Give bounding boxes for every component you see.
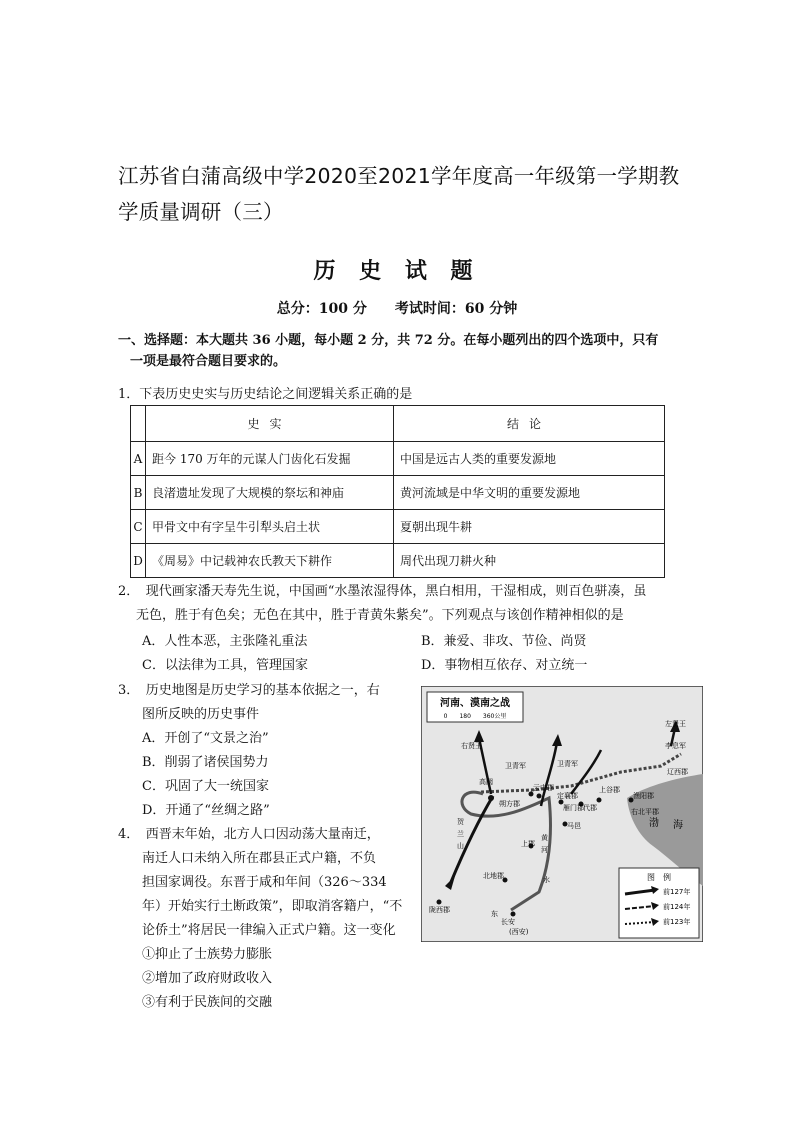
row-label: A [131, 442, 146, 476]
map-label: 卫青军 [557, 760, 578, 768]
row-fact: 距今 170 万年的元谋人门齿化石发掘 [146, 442, 394, 476]
question-1-table [130, 405, 665, 578]
map-label: 辽西郡 [667, 768, 688, 776]
exam-meta: 总分：100 分 考试时间：60 分钟 [276, 301, 518, 317]
question-3-option-c: C．巩固了大一统国家 [142, 779, 269, 794]
question-4-line: 年）开始实行土断政策”，即取消客籍户，“不 [142, 899, 403, 914]
map-label: 北地郡 [483, 872, 504, 880]
section-instructions [118, 330, 693, 372]
map-label: 高阙 [479, 778, 493, 786]
table-row [131, 476, 665, 510]
map-label: 上郡 [521, 840, 535, 848]
question-2-option-c: C．以法律为工具，管理国家 [142, 658, 308, 673]
question-4-line: 担国家调役。东晋于咸和年间（326～334 [142, 875, 387, 890]
map-label: 长安 [501, 918, 515, 926]
row-conclusion: 周代出现刀耕火种 [394, 544, 665, 578]
question-4-line: 论侨土”将居民一律编入正式户籍。这一变化 [142, 923, 396, 938]
map-label: 雁门郡 [563, 804, 584, 812]
historical-map [421, 686, 703, 942]
map-label: 右北平郡 [631, 808, 659, 816]
map-label: 渤 [649, 818, 659, 829]
map-label: 渔阳郡 [633, 792, 654, 800]
question-3-option-b: B．削弱了诸侯国势力 [142, 755, 269, 770]
question-2-option-b: B．兼爱、非攻、节俭、尚贤 [421, 634, 587, 649]
question-4-line: 南迁人口未纳入所在郡县正式户籍，不负 [142, 851, 377, 866]
map-label: 水 [543, 876, 550, 884]
map-label: 山 [457, 842, 464, 850]
question-3-option-d: D．开通了“丝绸之路” [142, 803, 270, 818]
map-label: 陇西郡 [429, 906, 450, 914]
legend-item: 前123年 [663, 918, 691, 926]
map-label: 卫青军 [505, 762, 526, 770]
map-label: (西安) [509, 928, 529, 936]
map-label: 马邑 [567, 822, 581, 830]
question-3-line-2: 图所反映的历史事件 [142, 707, 260, 722]
map-label: 云中郡 [533, 784, 554, 792]
table-row [131, 510, 665, 544]
map-label: 李息军 [665, 742, 686, 750]
row-fact: 良渚遗址发现了大规模的祭坛和神庙 [146, 476, 394, 510]
question-2-option-a: A．人性本恶，主张隆礼重法 [142, 634, 308, 649]
section-line-1: 一、选择题：本大题共 36 小题，每小题 2 分，共 72 分。在每小题列出的四个选项中，只有 [118, 333, 659, 348]
map-label: 黄 [541, 834, 548, 842]
question-4-line: 4． 西晋末年始，北方人口因动荡大量南迁， [118, 827, 380, 842]
map-label: 河 [541, 846, 548, 854]
row-label: C [131, 510, 146, 544]
map-label: 东 [491, 910, 498, 918]
question-3-line-1: 3． 历史地图是历史学习的基本依据之一，右 [118, 683, 380, 698]
subject-heading: 历 史 试 题 [313, 258, 481, 284]
map-label: 兰 [457, 830, 464, 838]
question-2-line-1: 2． 现代画家潘天寿先生说，中国画“水墨浓湿得体，黑白相用，干湿相成，则百色骈凑，虽 [118, 584, 647, 599]
row-conclusion: 中国是远古人类的重要发源地 [394, 442, 665, 476]
table-row [131, 544, 665, 578]
question-3-option-a: A．开创了“文景之治” [142, 731, 269, 746]
map-label: 右贤王 [461, 742, 482, 750]
question-4-item-2: ②增加了政府财政收入 [142, 971, 273, 986]
table-header-fact: 史实 [146, 406, 394, 442]
row-label: B [131, 476, 146, 510]
table-row [131, 442, 665, 476]
title-line-2: 学质量调研（三） [118, 200, 284, 224]
map-label: 贺 [457, 818, 464, 826]
question-4-item-3: ③有利于民族间的交融 [142, 995, 273, 1010]
table-corner [131, 406, 146, 442]
question-4 [118, 823, 413, 1015]
map-label: 海 [673, 820, 683, 831]
row-conclusion: 黄河流域是中华文明的重要发源地 [394, 476, 665, 510]
section-line-2: 一项是最符合题目要求的。 [130, 354, 287, 369]
question-2 [118, 580, 688, 628]
document-title [118, 158, 698, 230]
table-header-conclusion: 结论 [394, 406, 665, 442]
map-label: 朔方郡 [499, 800, 520, 808]
map-label: 代郡 [583, 804, 597, 812]
row-conclusion: 夏朝出现牛耕 [394, 510, 665, 544]
legend-item: 前124年 [663, 903, 691, 911]
row-label: D [131, 544, 146, 578]
map-label: 上谷郡 [599, 786, 620, 794]
table-header-row [131, 406, 665, 442]
map-title: 河南、漠南之战 [440, 698, 510, 709]
question-2-option-d: D．事物相互依存、对立统一 [421, 658, 588, 673]
map-label: 左贤王 [665, 720, 686, 728]
map-label: 定襄郡 [557, 792, 578, 800]
map-legend [619, 868, 699, 938]
map-scale: 0 180 360公里 [443, 713, 507, 720]
title-line-1: 江苏省白蒲高级中学2020至2021学年度高一年级第一学期教 [118, 164, 680, 188]
row-fact: 甲骨文中有字呈牛引犁头启土状 [146, 510, 394, 544]
legend-title: 图 例 [647, 873, 671, 882]
question-3 [118, 679, 413, 823]
question-1-stem: 1．下表历史史实与历史结论之间逻辑关系正确的是 [118, 387, 413, 402]
legend-item: 前127年 [663, 888, 691, 896]
question-4-item-1: ①抑止了士族势力膨胀 [142, 947, 273, 962]
question-2-line-2: 无色，胜于有色矣；无色在其中，胜于青黄朱紫矣”。下列观点与该创作精神相似的是 [136, 608, 624, 623]
row-fact: 《周易》中记载神农氏教天下耕作 [146, 544, 394, 578]
